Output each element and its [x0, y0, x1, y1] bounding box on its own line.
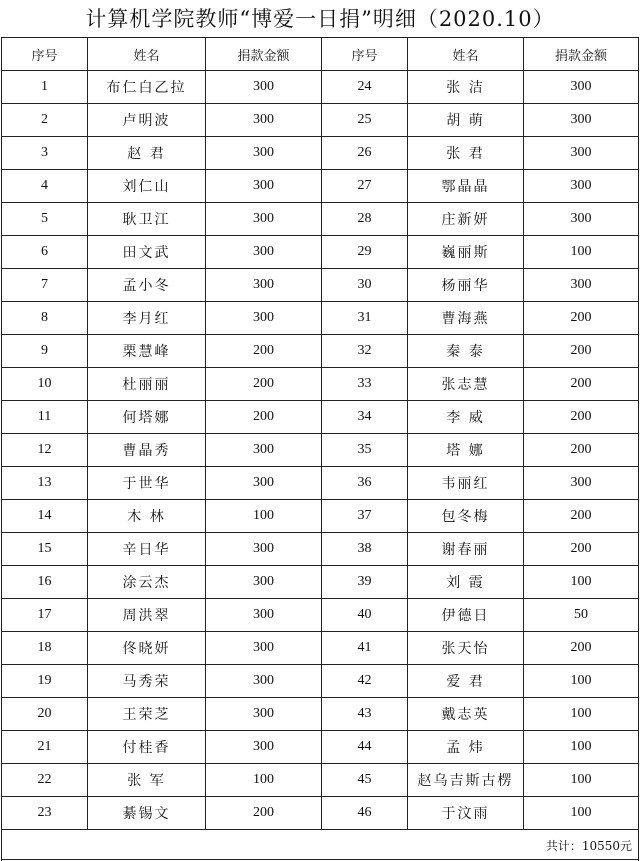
name-cell-left: 周洪翠: [88, 599, 206, 632]
amount-cell-right: 300: [524, 170, 639, 203]
name-cell-left: 綦锡文: [88, 797, 206, 830]
seq-cell-right: 46: [322, 797, 408, 830]
name-cell-left: 涂云杰: [88, 566, 206, 599]
name-cell-right: 曹海燕: [408, 302, 524, 335]
header-name-left: 姓名: [88, 38, 206, 71]
amount-cell-left: 200: [206, 368, 322, 401]
seq-cell-right: 31: [322, 302, 408, 335]
amount-cell-left: 300: [206, 71, 322, 104]
name-cell-right: 杨丽华: [408, 269, 524, 302]
header-amount-right: 捐款金额: [524, 38, 639, 71]
seq-cell-left: 10: [2, 368, 88, 401]
name-cell-left: 杜丽丽: [88, 368, 206, 401]
header-seq-right: 序号: [322, 38, 408, 71]
amount-cell-right: 200: [524, 335, 639, 368]
table-row: [2, 467, 639, 500]
amount-cell-right: 100: [524, 731, 639, 764]
seq-cell-left: 12: [2, 434, 88, 467]
donation-table: [1, 37, 639, 861]
seq-cell-right: 28: [322, 203, 408, 236]
seq-cell-right: 39: [322, 566, 408, 599]
table-row: [2, 731, 639, 764]
seq-cell-left: 14: [2, 500, 88, 533]
amount-cell-right: 300: [524, 104, 639, 137]
table-body: [2, 71, 639, 830]
amount-cell-right: 100: [524, 566, 639, 599]
header-row: [2, 38, 639, 71]
seq-cell-left: 15: [2, 533, 88, 566]
document-title: 计算机学院教师“博爱一日捐”明细（2020.10）: [85, 7, 555, 31]
header-amount-left: 捐款金额: [206, 38, 322, 71]
name-cell-right: 刘 霞: [408, 566, 524, 599]
name-cell-left: 张 军: [88, 764, 206, 797]
name-cell-right: 塔 娜: [408, 434, 524, 467]
amount-cell-left: 300: [206, 434, 322, 467]
amount-cell-right: 100: [524, 764, 639, 797]
seq-cell-right: 24: [322, 71, 408, 104]
amount-cell-left: 300: [206, 137, 322, 170]
amount-cell-right: 100: [524, 665, 639, 698]
amount-cell-right: 300: [524, 137, 639, 170]
seq-cell-left: 6: [2, 236, 88, 269]
table-row: [2, 500, 639, 533]
name-cell-left: 耿卫江: [88, 203, 206, 236]
seq-cell-right: 37: [322, 500, 408, 533]
name-cell-left: 何塔娜: [88, 401, 206, 434]
name-cell-right: 包冬梅: [408, 500, 524, 533]
amount-cell-left: 300: [206, 731, 322, 764]
name-cell-right: 鄂晶晶: [408, 170, 524, 203]
seq-cell-right: 36: [322, 467, 408, 500]
name-cell-right: 秦 泰: [408, 335, 524, 368]
amount-cell-left: 300: [206, 203, 322, 236]
name-cell-left: 于世华: [88, 467, 206, 500]
name-cell-left: 木 林: [88, 500, 206, 533]
amount-cell-right: 300: [524, 71, 639, 104]
seq-cell-right: 38: [322, 533, 408, 566]
amount-cell-left: 200: [206, 401, 322, 434]
amount-cell-right: 100: [524, 797, 639, 830]
table-row: [2, 137, 639, 170]
seq-cell-left: 11: [2, 401, 88, 434]
seq-cell-right: 35: [322, 434, 408, 467]
name-cell-left: 赵 君: [88, 137, 206, 170]
seq-cell-right: 45: [322, 764, 408, 797]
seq-cell-left: 17: [2, 599, 88, 632]
name-cell-left: 孟小冬: [88, 269, 206, 302]
table-row: [2, 71, 639, 104]
seq-cell-left: 16: [2, 566, 88, 599]
name-cell-left: 佟晓妍: [88, 632, 206, 665]
seq-cell-left: 8: [2, 302, 88, 335]
name-cell-left: 辛日华: [88, 533, 206, 566]
amount-cell-left: 300: [206, 104, 322, 137]
amount-cell-left: 300: [206, 533, 322, 566]
name-cell-right: 戴志英: [408, 698, 524, 731]
table-row: [2, 269, 639, 302]
amount-cell-right: 200: [524, 401, 639, 434]
name-cell-right: 胡 萌: [408, 104, 524, 137]
name-cell-right: 谢春丽: [408, 533, 524, 566]
seq-cell-left: 21: [2, 731, 88, 764]
name-cell-right: 爱 君: [408, 665, 524, 698]
table-row: [2, 170, 639, 203]
table-row: [2, 302, 639, 335]
amount-cell-left: 300: [206, 302, 322, 335]
seq-cell-left: 4: [2, 170, 88, 203]
amount-cell-left: 300: [206, 236, 322, 269]
seq-cell-right: 40: [322, 599, 408, 632]
amount-cell-left: 300: [206, 467, 322, 500]
name-cell-left: 曹晶秀: [88, 434, 206, 467]
amount-cell-right: 100: [524, 236, 639, 269]
table-row: [2, 203, 639, 236]
name-cell-right: 庄新妍: [408, 203, 524, 236]
seq-cell-left: 3: [2, 137, 88, 170]
seq-cell-right: 34: [322, 401, 408, 434]
header-seq-left: 序号: [2, 38, 88, 71]
amount-cell-left: 300: [206, 269, 322, 302]
seq-cell-left: 9: [2, 335, 88, 368]
seq-cell-left: 13: [2, 467, 88, 500]
seq-cell-left: 20: [2, 698, 88, 731]
seq-cell-left: 23: [2, 797, 88, 830]
name-cell-right: 李 威: [408, 401, 524, 434]
amount-cell-right: 200: [524, 434, 639, 467]
total-amount: 共计：10550元: [2, 830, 639, 861]
seq-cell-right: 29: [322, 236, 408, 269]
name-cell-right: 张 洁: [408, 71, 524, 104]
seq-cell-left: 22: [2, 764, 88, 797]
name-cell-left: 栗慧峰: [88, 335, 206, 368]
seq-cell-right: 32: [322, 335, 408, 368]
seq-cell-right: 25: [322, 104, 408, 137]
seq-cell-left: 7: [2, 269, 88, 302]
table-row: [2, 104, 639, 137]
amount-cell-left: 300: [206, 698, 322, 731]
amount-cell-left: 200: [206, 797, 322, 830]
amount-cell-right: 100: [524, 698, 639, 731]
table-row: [2, 665, 639, 698]
amount-cell-right: 300: [524, 269, 639, 302]
name-cell-right: 韦丽红: [408, 467, 524, 500]
name-cell-right: 于汶雨: [408, 797, 524, 830]
seq-cell-left: 1: [2, 71, 88, 104]
table-row: [2, 434, 639, 467]
table-row: [2, 335, 639, 368]
seq-cell-right: 41: [322, 632, 408, 665]
footer-row: [2, 830, 639, 861]
seq-cell-right: 44: [322, 731, 408, 764]
header-name-right: 姓名: [408, 38, 524, 71]
seq-cell-right: 33: [322, 368, 408, 401]
table-row: [2, 599, 639, 632]
name-cell-left: 田文武: [88, 236, 206, 269]
amount-cell-right: 300: [524, 203, 639, 236]
table-row: [2, 632, 639, 665]
table-row: [2, 566, 639, 599]
name-cell-right: 伊德日: [408, 599, 524, 632]
table-row: [2, 533, 639, 566]
amount-cell-left: 100: [206, 764, 322, 797]
amount-cell-right: 200: [524, 533, 639, 566]
name-cell-right: 张天怡: [408, 632, 524, 665]
name-cell-right: 巍丽斯: [408, 236, 524, 269]
seq-cell-right: 27: [322, 170, 408, 203]
seq-cell-right: 30: [322, 269, 408, 302]
name-cell-left: 刘仁山: [88, 170, 206, 203]
name-cell-left: 王荣芝: [88, 698, 206, 731]
amount-cell-left: 300: [206, 665, 322, 698]
name-cell-left: 布仁白乙拉: [88, 71, 206, 104]
seq-cell-left: 2: [2, 104, 88, 137]
amount-cell-left: 300: [206, 632, 322, 665]
seq-cell-right: 43: [322, 698, 408, 731]
table-row: [2, 797, 639, 830]
name-cell-right: 张志慧: [408, 368, 524, 401]
table-row: [2, 401, 639, 434]
table-row: [2, 764, 639, 797]
name-cell-right: 孟 炜: [408, 731, 524, 764]
seq-cell-left: 19: [2, 665, 88, 698]
name-cell-left: 付桂香: [88, 731, 206, 764]
seq-cell-left: 18: [2, 632, 88, 665]
name-cell-left: 马秀荣: [88, 665, 206, 698]
name-cell-left: 李月红: [88, 302, 206, 335]
amount-cell-left: 200: [206, 335, 322, 368]
name-cell-right: 赵乌吉斯古楞: [408, 764, 524, 797]
table-bottom-border: [1, 859, 638, 860]
amount-cell-right: 200: [524, 302, 639, 335]
amount-cell-right: 200: [524, 500, 639, 533]
name-cell-left: 卢明波: [88, 104, 206, 137]
amount-cell-left: 300: [206, 566, 322, 599]
seq-cell-right: 42: [322, 665, 408, 698]
amount-cell-left: 100: [206, 500, 322, 533]
amount-cell-right: 200: [524, 368, 639, 401]
seq-cell-left: 5: [2, 203, 88, 236]
amount-cell-left: 300: [206, 170, 322, 203]
seq-cell-right: 26: [322, 137, 408, 170]
amount-cell-right: 300: [524, 467, 639, 500]
name-cell-right: 张 君: [408, 137, 524, 170]
table-row: [2, 698, 639, 731]
table-row: [2, 236, 639, 269]
amount-cell-right: 200: [524, 632, 639, 665]
table-row: [2, 368, 639, 401]
amount-cell-right: 50: [524, 599, 639, 632]
amount-cell-left: 300: [206, 599, 322, 632]
